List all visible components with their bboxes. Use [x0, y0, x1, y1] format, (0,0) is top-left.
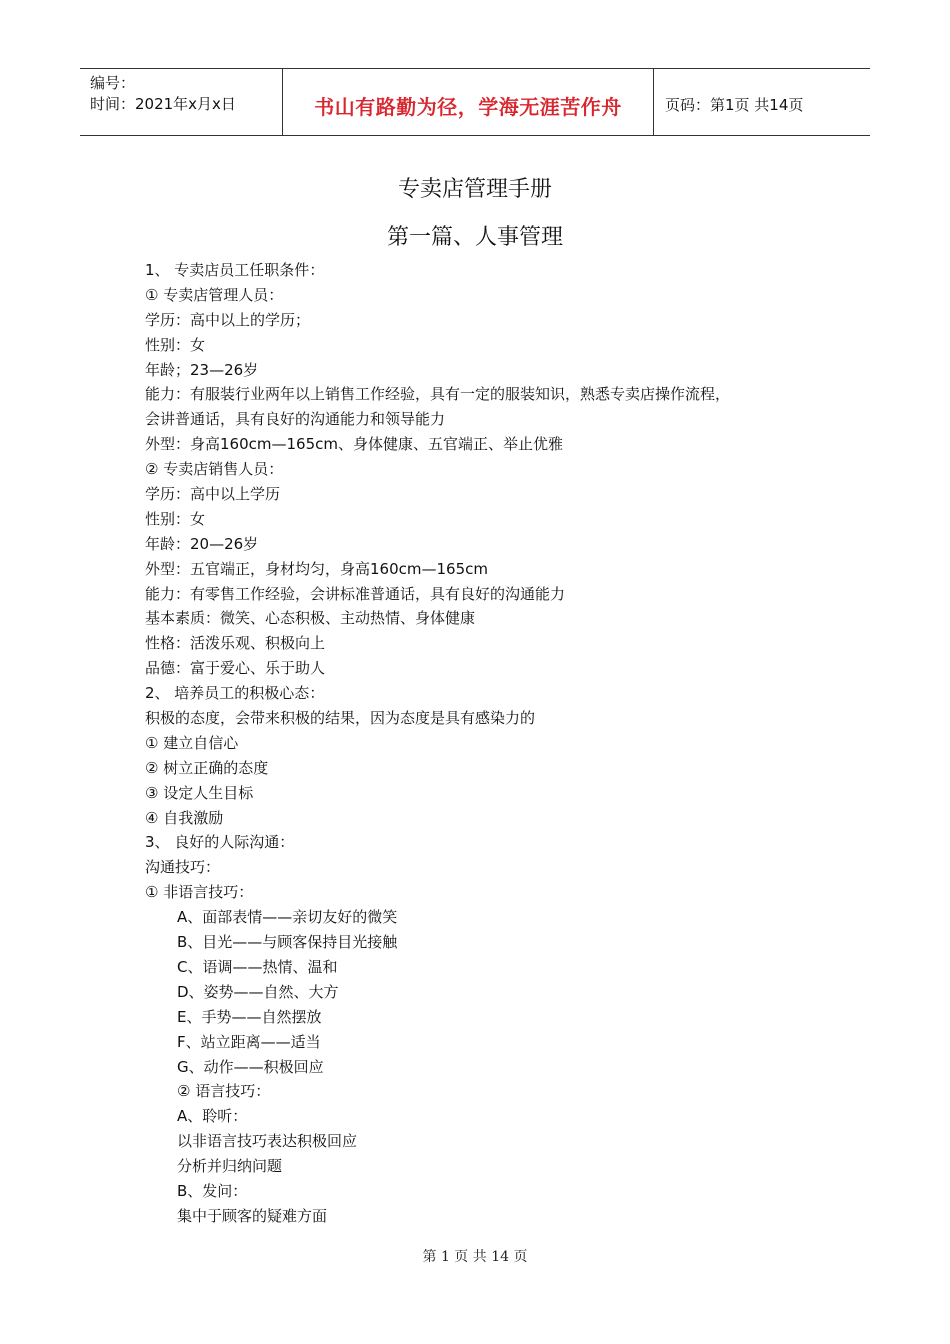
body-line: E、手势——自然摆放 — [177, 1007, 322, 1026]
body-line: ① 建立自信心 — [145, 733, 239, 752]
body-line: G、动作——积极回应 — [177, 1057, 324, 1076]
body-line: 品德：富于爱心、乐于助人 — [145, 659, 326, 678]
body-line: 能力：有零售工作经验，会讲标准普通话，具有良好的沟通能力 — [145, 584, 566, 603]
page-footer: 第 1 页 共 14 页 — [422, 1249, 528, 1265]
body-line: 分析并归纳问题 — [177, 1157, 283, 1176]
body-line: C、语调——热情、温和 — [177, 957, 338, 976]
body-line: ③ 设定人生目标 — [145, 783, 254, 802]
body-line: 外型：身高160cm—165cm、身体健康、五官端正、举止优雅 — [145, 435, 563, 454]
body-line: 2、 培养员工的积极心态： — [145, 684, 325, 703]
body-line: A、聆听： — [177, 1107, 248, 1126]
date-label: 时间：2021年x月x日 — [90, 95, 236, 113]
body-line: ④ 自我激励 — [145, 808, 224, 827]
body-line: 会讲普通话，具有良好的沟通能力和领导能力 — [145, 410, 446, 429]
body-line: ② 语言技巧： — [177, 1082, 271, 1101]
motto-text: 书山有路勤为径，学海无涯苦作舟 — [314, 94, 622, 119]
body-line: ② 专卖店销售人员： — [145, 460, 284, 479]
body-line: 能力：有服装行业两年以上销售工作经验，具有一定的服装知识，熟悉专卖店操作流程， — [145, 385, 731, 404]
document-body — [145, 258, 730, 1229]
body-line: 性别：女 — [145, 509, 206, 528]
document-header — [80, 68, 870, 136]
body-line: 积极的态度，会带来积极的结果，因为态度是具有感染力的 — [145, 709, 536, 728]
body-line: 外型：五官端正，身材均匀，身高160cm—165cm — [145, 559, 488, 578]
body-line: 学历：高中以上的学历； — [145, 310, 311, 329]
body-line: 年龄：20—26岁 — [145, 534, 259, 553]
body-line: 以非语言技巧表达积极回应 — [177, 1132, 358, 1151]
number-label: 编号： — [90, 74, 136, 92]
body-line: B、发问： — [177, 1181, 248, 1200]
body-line: A、面部表情——亲切友好的微笑 — [177, 908, 398, 927]
header-meta — [90, 73, 236, 115]
body-line: 学历：高中以上学历 — [145, 485, 281, 504]
body-line: ① 专卖店管理人员： — [145, 285, 284, 304]
body-line: 年龄；23—26岁 — [145, 360, 259, 379]
body-line: ② 树立正确的态度 — [145, 758, 269, 777]
body-line: D、姿势——自然、大方 — [177, 982, 339, 1001]
body-line: ① 非语言技巧： — [145, 883, 254, 902]
page-info: 页码：第1页 共14页 — [665, 96, 804, 114]
body-line: 沟通技巧： — [145, 858, 221, 877]
body-line: 集中于顾客的疑难方面 — [177, 1206, 328, 1225]
body-line: 基本素质：微笑、心态积极、主动热情、身体健康 — [145, 609, 476, 628]
body-line: B、目光——与顾客保持目光接触 — [177, 933, 398, 952]
section-title: 第一篇、人事管理 — [386, 225, 563, 250]
body-line: 性格：活泼乐观、积极向上 — [145, 634, 326, 653]
body-line: 1、 专卖店员工任职条件： — [145, 261, 325, 279]
body-line: F、站立距离——适当 — [177, 1032, 321, 1051]
body-line: 3、 良好的人际沟通： — [145, 833, 295, 852]
motto-cell — [282, 68, 654, 136]
document-title: 专卖店管理手册 — [397, 177, 552, 202]
body-line: 性别：女 — [145, 335, 206, 354]
